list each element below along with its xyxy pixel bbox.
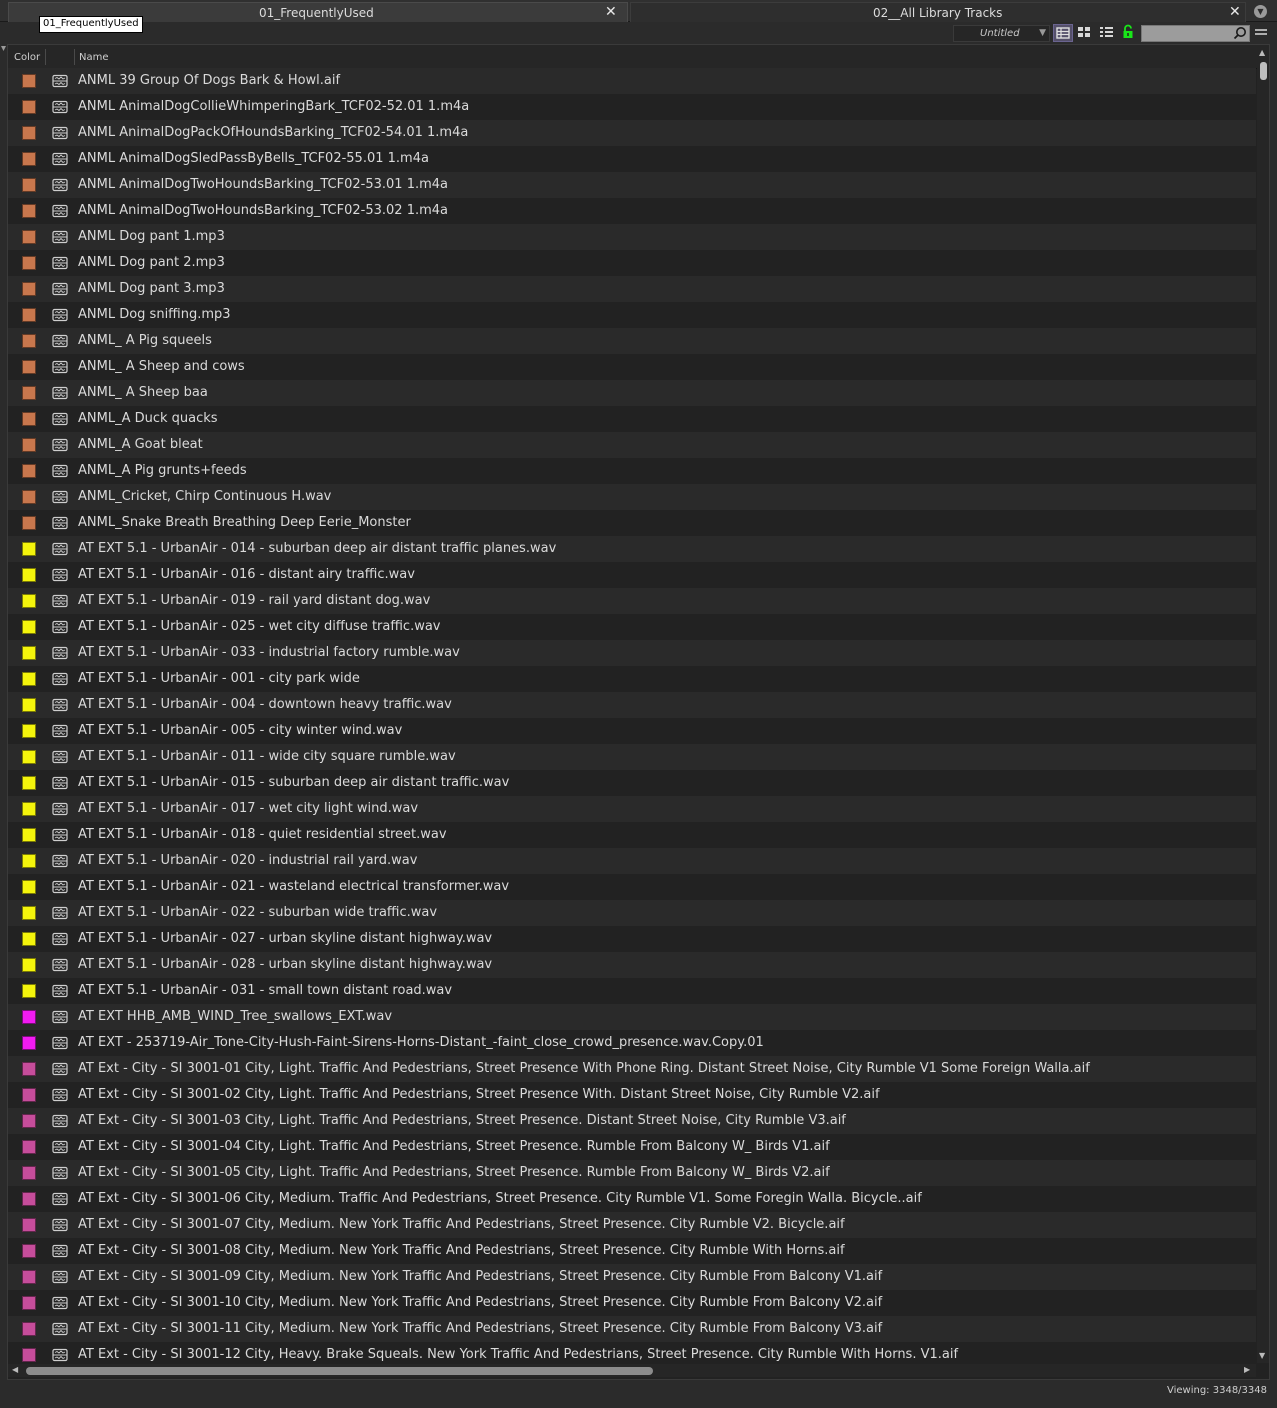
audio-track-icon: [52, 750, 68, 768]
track-row[interactable]: [8, 952, 1256, 978]
track-row[interactable]: [8, 198, 1256, 224]
track-name: ANML Dog sniffing.mp3: [78, 307, 231, 322]
track-row[interactable]: [8, 432, 1256, 458]
color-swatch[interactable]: [22, 958, 36, 972]
track-name: AT EXT HHB_AMB_WIND_Tree_swallows_EXT.wav: [78, 1009, 393, 1024]
status-bar: [0, 1381, 1277, 1408]
track-row[interactable]: [8, 1316, 1256, 1342]
audio-track-icon: [52, 698, 68, 716]
audio-track-icon: [52, 1192, 68, 1210]
audio-track-icon: [52, 1010, 68, 1028]
column-divider[interactable]: [45, 49, 46, 65]
track-name: AT Ext - City - SI 3001-01 City, Light. Traffic And Pedestrians, Street Presence With Phone Ring. Distant Street Noise, City Rumble V1 Some Foreign Walla.aif: [78, 1061, 1090, 1076]
audio-track-icon: [52, 464, 68, 482]
lock-button[interactable]: [1119, 24, 1139, 42]
track-row[interactable]: [8, 510, 1256, 536]
color-swatch[interactable]: [22, 126, 36, 140]
track-name: AT Ext - City - SI 3001-11 City, Medium. New York Traffic And Pedestrians, Street Presence. City Rumble From Balcony V3.aif: [78, 1321, 883, 1336]
track-row[interactable]: [8, 874, 1256, 900]
close-icon[interactable]: ✕: [1229, 4, 1241, 20]
color-swatch[interactable]: [22, 1062, 36, 1076]
audio-track-icon: [52, 1166, 68, 1184]
audio-track-icon: [52, 542, 68, 560]
track-row[interactable]: [8, 406, 1256, 432]
search-icon[interactable]: [1233, 26, 1247, 40]
color-swatch[interactable]: [22, 1348, 36, 1362]
color-swatch[interactable]: [22, 932, 36, 946]
track-row[interactable]: [8, 1290, 1256, 1316]
menu-icon[interactable]: [1254, 26, 1268, 40]
track-name: AT EXT 5.1 - UrbanAir - 017 - wet city light wind.wav: [78, 801, 419, 816]
tab-bar: [0, 0, 1277, 22]
track-row[interactable]: [8, 1186, 1256, 1212]
color-swatch[interactable]: [22, 490, 36, 504]
color-swatch[interactable]: [22, 256, 36, 270]
chevron-down-icon[interactable]: ▼: [1254, 5, 1267, 18]
scroll-thumb[interactable]: [1260, 62, 1267, 80]
track-name: AT Ext - City - SI 3001-03 City, Light. Traffic And Pedestrians, Street Presence. Distant Street Noise, City Rumble V3.aif: [78, 1113, 846, 1128]
track-name: AT Ext - City - SI 3001-04 City, Light. Traffic And Pedestrians, Street Presence. Rumble From Balcony W_ Birds V1.aif: [78, 1139, 830, 1154]
audio-track-icon: [52, 308, 68, 326]
track-name: AT EXT 5.1 - UrbanAir - 004 - downtown heavy traffic.wav: [78, 697, 452, 712]
audio-track-icon: [52, 1036, 68, 1054]
color-swatch[interactable]: [22, 1218, 36, 1232]
color-swatch[interactable]: [22, 334, 36, 348]
track-name: ANML_ A Sheep baa: [78, 385, 208, 400]
track-name: AT Ext - City - SI 3001-09 City, Medium. New York Traffic And Pedestrians, Street Presence. City Rumble From Balcony V1.aif: [78, 1269, 883, 1284]
track-name: AT EXT - 253719-Air_Tone-City-Hush-Faint-Sirens-Horns-Distant_-faint_close_crowd_presence.wav.Copy.01: [78, 1035, 764, 1050]
tab-tooltip: 01_FrequentlyUsed: [39, 16, 143, 33]
track-row[interactable]: [8, 146, 1256, 172]
track-name: AT EXT 5.1 - UrbanAir - 027 - urban skyline distant highway.wav: [78, 931, 493, 946]
audio-track-icon: [52, 204, 68, 222]
color-swatch[interactable]: [22, 1114, 36, 1128]
detail-view-button[interactable]: [1097, 24, 1117, 42]
color-swatch[interactable]: [22, 516, 36, 530]
tab-label: 01_FrequentlyUsed: [259, 6, 374, 20]
track-row[interactable]: [8, 1134, 1256, 1160]
color-swatch[interactable]: [22, 698, 36, 712]
color-swatch[interactable]: [22, 828, 36, 842]
audio-track-icon: [52, 256, 68, 274]
scroll-right-icon[interactable]: ▶: [1244, 1365, 1251, 1374]
track-row[interactable]: [8, 822, 1256, 848]
track-row[interactable]: [8, 380, 1256, 406]
color-swatch[interactable]: [22, 1166, 36, 1180]
track-name: AT EXT 5.1 - UrbanAir - 001 - city park wide: [78, 671, 360, 686]
color-swatch[interactable]: [22, 438, 36, 452]
color-swatch[interactable]: [22, 178, 36, 192]
color-swatch[interactable]: [22, 880, 36, 894]
scroll-down-icon[interactable]: ▼: [1259, 1351, 1266, 1360]
column-header: [8, 45, 1269, 69]
track-name: AT EXT 5.1 - UrbanAir - 019 - rail yard distant dog.wav: [78, 593, 431, 608]
lock-icon: [1119, 24, 1137, 40]
audio-track-icon: [52, 620, 68, 638]
audio-track-icon: [52, 854, 68, 872]
track-rows: [8, 68, 1256, 1363]
track-name: AT EXT 5.1 - UrbanAir - 014 - suburban deep air distant traffic planes.wav: [78, 541, 557, 556]
track-name: AT EXT 5.1 - UrbanAir - 021 - wasteland electrical transformer.wav: [78, 879, 510, 894]
track-name: AT EXT 5.1 - UrbanAir - 028 - urban skyline distant highway.wav: [78, 957, 493, 972]
color-swatch[interactable]: [22, 1296, 36, 1310]
toolbar: [0, 22, 1277, 44]
vertical-scrollbar[interactable]: [1257, 45, 1269, 1363]
audio-track-icon: [52, 1140, 68, 1158]
track-row[interactable]: [8, 640, 1256, 666]
track-row[interactable]: [8, 1264, 1256, 1290]
track-row[interactable]: [8, 1108, 1256, 1134]
audio-track-icon: [52, 1296, 68, 1314]
track-row[interactable]: [8, 744, 1256, 770]
close-icon[interactable]: ✕: [605, 4, 617, 20]
scroll-up-icon[interactable]: ▲: [1259, 48, 1266, 57]
tab-all-library-tracks[interactable]: [630, 2, 1246, 22]
track-name: ANML AnimalDogTwoHoundsBarking_TCF02-53.01 1.m4a: [78, 177, 448, 192]
audio-track-icon: [52, 958, 68, 976]
track-row[interactable]: [8, 94, 1256, 120]
track-row[interactable]: [8, 666, 1256, 692]
audio-track-icon: [52, 906, 68, 924]
track-name: AT Ext - City - SI 3001-08 City, Medium. New York Traffic And Pedestrians, Street Presence. City Rumble With Horns.aif: [78, 1243, 845, 1258]
track-name: AT EXT 5.1 - UrbanAir - 011 - wide city square rumble.wav: [78, 749, 456, 764]
track-row[interactable]: [8, 796, 1256, 822]
track-row[interactable]: [8, 484, 1256, 510]
color-swatch[interactable]: [22, 802, 36, 816]
audio-track-icon: [52, 516, 68, 534]
track-name: ANML_A Goat bleat: [78, 437, 203, 452]
color-swatch[interactable]: [22, 308, 36, 322]
track-name: AT EXT 5.1 - UrbanAir - 022 - suburban wide traffic.wav: [78, 905, 438, 920]
audio-track-icon: [52, 568, 68, 586]
list-view-icon: [1054, 25, 1072, 41]
color-swatch[interactable]: [22, 750, 36, 764]
column-divider[interactable]: [74, 49, 75, 65]
audio-track-icon: [52, 1322, 68, 1340]
track-row[interactable]: [8, 172, 1256, 198]
track-row[interactable]: [8, 1004, 1256, 1030]
track-row[interactable]: [8, 536, 1256, 562]
track-row[interactable]: [8, 302, 1256, 328]
color-swatch[interactable]: [22, 984, 36, 998]
color-swatch[interactable]: [22, 542, 36, 556]
track-row[interactable]: [8, 1212, 1256, 1238]
audio-track-icon: [52, 386, 68, 404]
audio-track-icon: [52, 282, 68, 300]
audio-track-icon: [52, 438, 68, 456]
color-swatch[interactable]: [22, 1322, 36, 1336]
track-name: ANML AnimalDogPackOfHoundsBarking_TCF02-54.01 1.m4a: [78, 125, 469, 140]
track-row[interactable]: [8, 848, 1256, 874]
audio-track-icon: [52, 1088, 68, 1106]
audio-track-icon: [52, 828, 68, 846]
audio-track-icon: [52, 672, 68, 690]
track-row[interactable]: [8, 276, 1256, 302]
track-row[interactable]: [8, 250, 1256, 276]
track-row[interactable]: [8, 926, 1256, 952]
color-swatch[interactable]: [22, 1010, 36, 1024]
audio-track-icon: [52, 126, 68, 144]
track-row[interactable]: [8, 354, 1256, 380]
color-swatch[interactable]: [22, 74, 36, 88]
track-name: AT Ext - City - SI 3001-05 City, Light. Traffic And Pedestrians, Street Presence. Rumble From Balcony W_ Birds V2.aif: [78, 1165, 830, 1180]
preset-select[interactable]: [953, 25, 1050, 42]
color-swatch[interactable]: [22, 724, 36, 738]
color-swatch[interactable]: [22, 386, 36, 400]
track-name: ANML Dog pant 3.mp3: [78, 281, 225, 296]
tab-label: 02__All Library Tracks: [873, 6, 1003, 20]
color-swatch[interactable]: [22, 1036, 36, 1050]
color-swatch[interactable]: [22, 412, 36, 426]
track-row[interactable]: [8, 588, 1256, 614]
color-swatch[interactable]: [22, 1192, 36, 1206]
track-name: AT Ext - City - SI 3001-12 City, Heavy. Brake Squeals. New York Traffic And Pedestrians, Street Presence. City Rumble With Horns. V1.aif: [78, 1347, 959, 1362]
audio-track-icon: [52, 1348, 68, 1363]
track-row[interactable]: [8, 770, 1256, 796]
audio-track-icon: [52, 490, 68, 508]
track-row[interactable]: [8, 900, 1256, 926]
track-name: AT EXT 5.1 - UrbanAir - 031 - small town distant road.wav: [78, 983, 453, 998]
track-name: AT EXT 5.1 - UrbanAir - 005 - city winter wind.wav: [78, 723, 403, 738]
audio-track-icon: [52, 1244, 68, 1262]
grid-view-icon: [1075, 24, 1093, 40]
color-swatch[interactable]: [22, 906, 36, 920]
track-name: AT EXT 5.1 - UrbanAir - 016 - distant airy traffic.wav: [78, 567, 415, 582]
audio-track-icon: [52, 1270, 68, 1288]
preset-value: Untitled: [980, 28, 1020, 39]
track-name: AT Ext - City - SI 3001-10 City, Medium. New York Traffic And Pedestrians, Street Presence. City Rumble From Balcony V2.aif: [78, 1295, 883, 1310]
track-row[interactable]: [8, 1160, 1256, 1186]
color-swatch[interactable]: [22, 100, 36, 114]
track-name: AT EXT 5.1 - UrbanAir - 020 - industrial rail yard.wav: [78, 853, 418, 868]
track-row[interactable]: [8, 1342, 1256, 1363]
color-swatch[interactable]: [22, 568, 36, 582]
column-name[interactable]: Name: [79, 52, 109, 63]
track-name: ANML Dog pant 1.mp3: [78, 229, 225, 244]
track-name: AT EXT 5.1 - UrbanAir - 025 - wet city diffuse traffic.wav: [78, 619, 441, 634]
audio-track-icon: [52, 880, 68, 898]
detail-view-icon: [1097, 24, 1115, 40]
track-row[interactable]: [8, 614, 1256, 640]
color-swatch[interactable]: [22, 620, 36, 634]
audio-track-icon: [52, 412, 68, 430]
track-name: AT Ext - City - SI 3001-06 City, Medium. Traffic And Pedestrians, Street Presence. City Rumble V1. Some Foregin Walla. Bicycle..aif: [78, 1191, 922, 1206]
track-name: AT Ext - City - SI 3001-07 City, Medium. New York Traffic And Pedestrians, Street Presence. City Rumble V2. Bicycle.aif: [78, 1217, 845, 1232]
color-swatch[interactable]: [22, 1088, 36, 1102]
splitter-handle-icon[interactable]: [0, 44, 7, 56]
audio-track-icon: [52, 230, 68, 248]
chevron-down-icon: ▼: [1039, 28, 1046, 38]
color-swatch[interactable]: [22, 230, 36, 244]
color-swatch[interactable]: [22, 360, 36, 374]
audio-track-icon: [52, 802, 68, 820]
audio-track-icon: [52, 1062, 68, 1080]
track-name: ANML AnimalDogCollieWhimperingBark_TCF02-52.01 1.m4a: [78, 99, 470, 114]
track-name: ANML_A Duck quacks: [78, 411, 218, 426]
track-name: ANML_ A Sheep and cows: [78, 359, 245, 374]
audio-track-icon: [52, 776, 68, 794]
track-row[interactable]: [8, 1082, 1256, 1108]
color-swatch[interactable]: [22, 594, 36, 608]
track-name: ANML_A Pig grunts+feeds: [78, 463, 247, 478]
audio-track-icon: [52, 74, 68, 92]
audio-track-icon: [52, 646, 68, 664]
track-row[interactable]: [8, 328, 1256, 354]
track-name: ANML_Cricket, Chirp Continuous H.wav: [78, 489, 332, 504]
track-row[interactable]: [8, 68, 1256, 94]
color-swatch[interactable]: [22, 282, 36, 296]
viewing-count: Viewing: 3348/3348: [1166, 1385, 1267, 1396]
audio-track-icon: [52, 152, 68, 170]
color-swatch[interactable]: [22, 854, 36, 868]
audio-track-icon: [52, 984, 68, 1002]
track-name: ANML_Snake Breath Breathing Deep Eerie_Monster: [78, 515, 411, 530]
audio-track-icon: [52, 100, 68, 118]
audio-track-icon: [52, 1218, 68, 1236]
grid-view-button[interactable]: [1075, 24, 1095, 42]
audio-track-icon: [52, 178, 68, 196]
track-name: ANML 39 Group Of Dogs Bark & Howl.aif: [78, 73, 341, 88]
track-name: AT EXT 5.1 - UrbanAir - 018 - quiet residential street.wav: [78, 827, 447, 842]
color-swatch[interactable]: [22, 776, 36, 790]
track-row[interactable]: [8, 562, 1256, 588]
track-row[interactable]: [8, 718, 1256, 744]
scroll-left-icon[interactable]: ◀: [12, 1365, 19, 1374]
column-color[interactable]: Color: [14, 52, 41, 63]
audio-track-icon: [52, 1114, 68, 1132]
track-row[interactable]: [8, 224, 1256, 250]
track-name: ANML_ A Pig squeels: [78, 333, 212, 348]
audio-track-icon: [52, 360, 68, 378]
track-name: AT EXT 5.1 - UrbanAir - 015 - suburban deep air distant traffic.wav: [78, 775, 510, 790]
track-row[interactable]: [8, 978, 1256, 1004]
track-row[interactable]: [8, 1030, 1256, 1056]
audio-track-icon: [52, 334, 68, 352]
list-view-button[interactable]: [1053, 24, 1073, 42]
color-swatch[interactable]: [22, 646, 36, 660]
track-row[interactable]: [8, 1056, 1256, 1082]
color-swatch[interactable]: [22, 464, 36, 478]
track-row[interactable]: [8, 120, 1256, 146]
scroll-thumb[interactable]: [26, 1367, 653, 1375]
audio-track-icon: [52, 932, 68, 950]
color-swatch[interactable]: [22, 1140, 36, 1154]
horizontal-scrollbar[interactable]: [8, 1364, 1256, 1377]
track-row[interactable]: [8, 692, 1256, 718]
color-swatch[interactable]: [22, 204, 36, 218]
audio-track-icon: [52, 724, 68, 742]
color-swatch[interactable]: [22, 1244, 36, 1258]
audio-track-icon: [52, 594, 68, 612]
color-swatch[interactable]: [22, 152, 36, 166]
track-name: ANML Dog pant 2.mp3: [78, 255, 225, 270]
track-name: AT EXT 5.1 - UrbanAir - 033 - industrial factory rumble.wav: [78, 645, 460, 660]
track-name: AT Ext - City - SI 3001-02 City, Light. Traffic And Pedestrians, Street Presence With. Distant Street Noise, City Rumble V2.aif: [78, 1087, 880, 1102]
track-list-panel: [7, 44, 1270, 1380]
track-row[interactable]: [8, 458, 1256, 484]
color-swatch[interactable]: [22, 672, 36, 686]
track-name: ANML AnimalDogTwoHoundsBarking_TCF02-53.02 1.m4a: [78, 203, 448, 218]
track-name: ANML AnimalDogSledPassByBells_TCF02-55.01 1.m4a: [78, 151, 429, 166]
color-swatch[interactable]: [22, 1270, 36, 1284]
track-row[interactable]: [8, 1238, 1256, 1264]
